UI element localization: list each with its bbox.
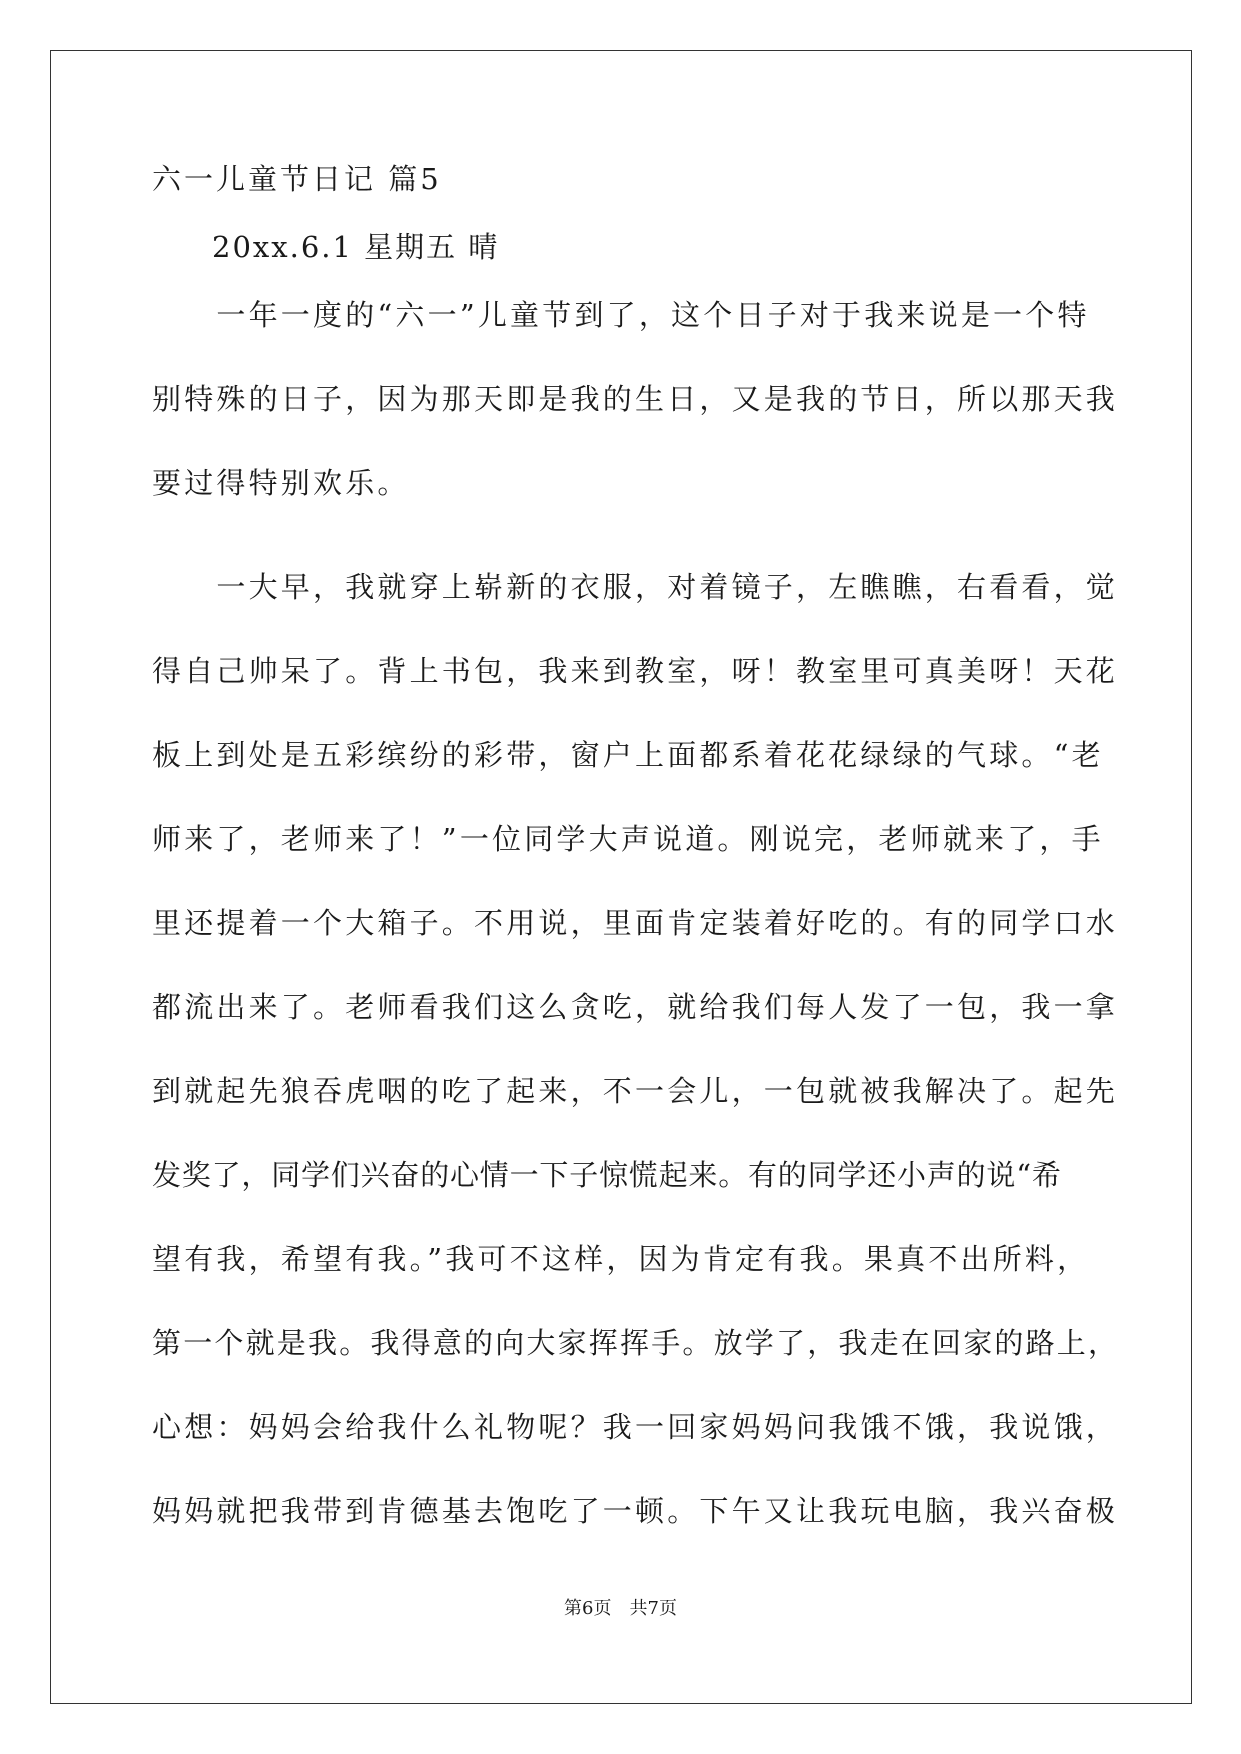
text-line: 里还提着一个大箱子。不用说，里面肯定装着好吃的。有的同学口水 [152,906,1119,940]
text-line: 望有我，希望有我。”我可不这样，因为肯定有我。果真不出所料， [152,1242,1090,1276]
date-weather-line: 20xx.6.1 星期五 晴 [212,230,500,264]
text-line: 一大早，我就穿上崭新的衣服，对着镜子，左瞧瞧，右看看，觉 [152,570,1119,604]
page-footer [0,1597,1241,1621]
text-line: 板上到处是五彩缤纷的彩带，窗户上面都系着花花绿绿的气球。“老 [152,738,1104,772]
page-total: 共7页 [629,1598,677,1619]
text-line: 到就起先狼吞虎咽的吃了起来，不一会儿，一包就被我解决了。起先 [152,1074,1119,1108]
paragraph-1 [152,296,1119,548]
page-number: 第6页 [564,1598,612,1619]
text-line: 心想：妈妈会给我什么礼物呢？我一回家妈妈问我饿不饿，我说饿， [152,1410,1119,1444]
paragraph-2 [152,568,1120,1576]
text-line: 发奖了，同学们兴奋的心情一下子惊慌起来。有的同学还小声的说“希 [152,1158,1062,1192]
document-title: 六一儿童节日记 篇5 [152,162,442,196]
text-line: 妈妈就把我带到肯德基去饱吃了一顿。下午又让我玩电脑，我兴奋极 [152,1494,1119,1528]
text-line: 要过得特别欢乐。 [152,466,410,500]
text-line: 都流出来了。老师看我们这么贪吃，就给我们每人发了一包，我一拿 [152,990,1119,1024]
document-body [152,160,1120,1596]
text-line: 第一个就是我。我得意的向大家挥挥手。放学了，我走在回家的路上， [152,1326,1120,1360]
text-line: 别特殊的日子，因为那天即是我的生日，又是我的节日，所以那天我 [152,382,1119,416]
text-line: 得自己帅呆了。背上书包，我来到教室，呀！教室里可真美呀！天花 [152,654,1119,688]
text-line: 一年一度的“六一”儿童节到了，这个日子对于我来说是一个特 [152,298,1090,332]
text-line: 师来了，老师来了！”一位同学大声说道。刚说完，老师就来了，手 [152,822,1104,856]
